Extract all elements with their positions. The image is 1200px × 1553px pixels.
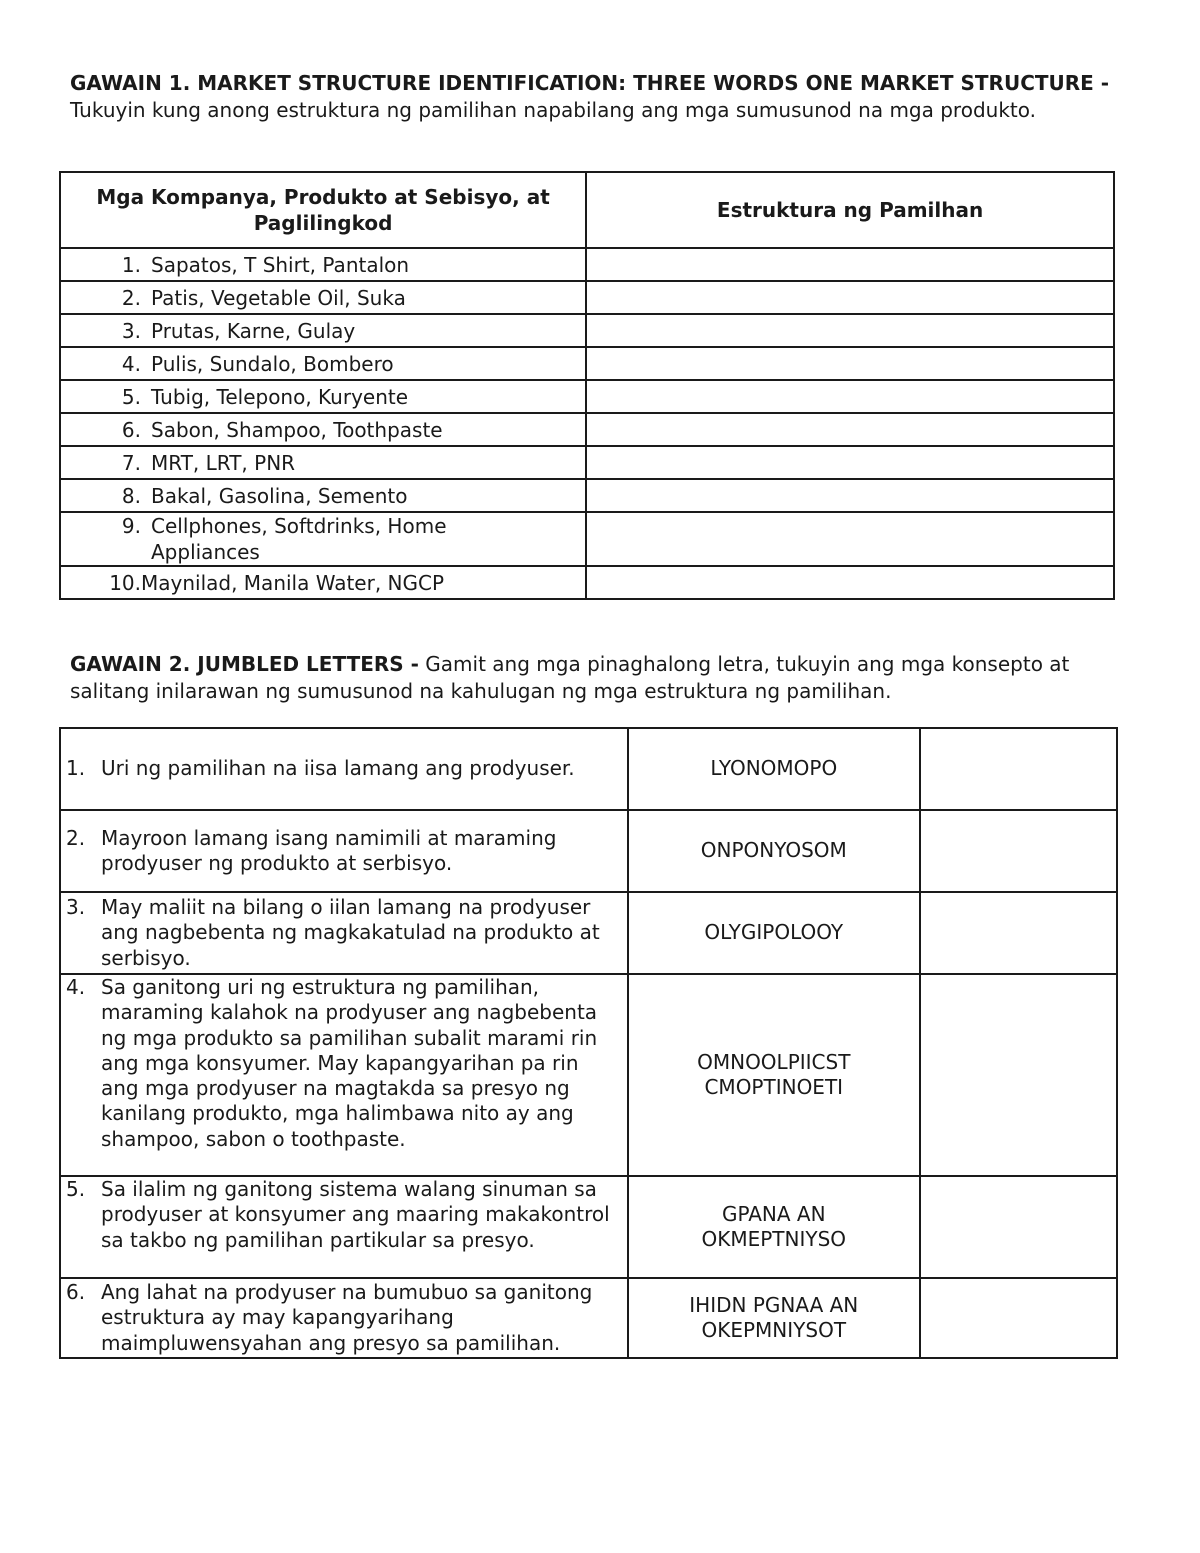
jumbled-word-cell: IHIDN PGNAA AN OKEPMNIYSOT xyxy=(628,1278,920,1358)
table-row xyxy=(60,1278,1117,1358)
table-row xyxy=(60,347,1114,380)
table-row xyxy=(60,314,1114,347)
gawain1-instruction: Tukuyin kung anong estruktura ng pamilihan napabilang ang mga sumusunod na mga produkto. xyxy=(70,98,1036,122)
answer-cell[interactable] xyxy=(586,314,1114,347)
row-number: 6. xyxy=(66,1280,86,1304)
answer-cell[interactable] xyxy=(586,512,1114,566)
table-row xyxy=(60,479,1114,512)
table-row xyxy=(60,1176,1117,1278)
definition-cell: Sa ganitong uri ng estruktura ng pamilihan, maraming kalahok na prodyuser ang nagbebenta ng mga produkto sa pamilihan subalit marami rin ang mga konsyumer. May kapangyarihan pa rin ang mga prodyuser na magtakda sa presyo ng kanilang produkto, mga halimbawa nito ay ang shampoo, sabon o toothpaste. xyxy=(101,975,598,1151)
table-row xyxy=(60,566,1114,599)
answer-cell[interactable] xyxy=(920,728,1117,810)
column-header-market-structure: Estruktura ng Pamilhan xyxy=(586,172,1114,248)
jumbled-word-cell: OMNOOLPIICST CMOPTINOETI xyxy=(628,974,920,1176)
answer-cell[interactable] xyxy=(586,413,1114,446)
answer-cell[interactable] xyxy=(920,892,1117,974)
gawain2-heading xyxy=(70,651,1150,705)
gawain1-heading xyxy=(70,70,1130,124)
row-number: 4. xyxy=(66,975,86,999)
table-row xyxy=(60,248,1114,281)
definition-cell: Mayroon lamang isang namimili at maraming prodyuser ng produkto at serbisyo. xyxy=(101,825,557,875)
row-number: 5. xyxy=(121,384,141,409)
row-number: 7. xyxy=(121,450,141,475)
answer-cell[interactable] xyxy=(920,974,1117,1176)
product-cell: Patis, Vegetable Oil, Suka xyxy=(151,285,406,310)
product-cell: Tubig, Telepono, Kuryente xyxy=(151,384,409,409)
product-cell: Cellphones, Softdrinks, Home Appliances xyxy=(151,514,447,564)
table-row xyxy=(60,810,1117,892)
table-row xyxy=(60,974,1117,1176)
row-number: 9. xyxy=(121,514,141,538)
gawain2-instruction: Gamit ang mga pinaghalong letra, tukuyin ang mga konsepto at salitang inilarawan ng sumusunod na kahulugan ng mga estruktura ng pamilihan. xyxy=(70,652,1070,703)
row-number: 3. xyxy=(121,318,141,343)
answer-cell[interactable] xyxy=(586,566,1114,599)
answer-cell[interactable] xyxy=(920,1176,1117,1278)
product-cell: Maynilad, Manila Water, NGCP xyxy=(141,570,445,595)
row-number: 2. xyxy=(66,825,86,850)
answer-cell[interactable] xyxy=(586,479,1114,512)
answer-cell[interactable] xyxy=(586,281,1114,314)
row-number: 1. xyxy=(121,252,141,277)
table-row xyxy=(60,446,1114,479)
jumbled-word-cell: LYONOMOPO xyxy=(628,728,920,810)
definition-cell: Sa ilalim ng ganitong sistema walang sinuman sa prodyuser at konsyumer ang maaring makakontrol sa takbo ng pamilihan partikular sa presyo. xyxy=(101,1177,610,1252)
row-number: 1. xyxy=(66,756,86,781)
answer-cell[interactable] xyxy=(586,380,1114,413)
row-number: 6. xyxy=(121,417,141,442)
row-number: 8. xyxy=(121,483,141,508)
jumbled-letters-table xyxy=(59,727,1118,1359)
answer-cell[interactable] xyxy=(920,1278,1117,1358)
table-row xyxy=(60,892,1117,974)
definition-cell: Uri ng pamilihan na iisa lamang ang prodyuser. xyxy=(101,756,575,781)
table-row xyxy=(60,512,1114,566)
table-row xyxy=(60,281,1114,314)
product-cell: Sabon, Shampoo, Toothpaste xyxy=(151,417,443,442)
definition-cell: Ang lahat na prodyuser na bumubuo sa ganitong estruktura ay may kapangyarihang maimpluwensyahan ang presyo sa pamilihan. xyxy=(101,1280,593,1355)
answer-cell[interactable] xyxy=(920,810,1117,892)
row-number: 2. xyxy=(121,285,141,310)
product-cell: Sapatos, T Shirt, Pantalon xyxy=(151,252,410,277)
gawain1-title: GAWAIN 1. MARKET STRUCTURE IDENTIFICATION: THREE WORDS ONE MARKET STRUCTURE - xyxy=(70,71,1110,95)
jumbled-word-cell: ONPONYOSOM xyxy=(628,810,920,892)
gawain2-title: GAWAIN 2. JUMBLED LETTERS - xyxy=(70,652,419,676)
product-cell: Prutas, Karne, Gulay xyxy=(151,318,356,343)
table-header-row xyxy=(60,172,1114,248)
definition-cell: May maliit na bilang o iilan lamang na prodyuser ang nagbebenta ng magkakatulad na produkto at serbisyo. xyxy=(101,895,600,970)
row-number: 5. xyxy=(66,1177,86,1201)
product-cell: Bakal, Gasolina, Semento xyxy=(151,483,408,508)
jumbled-word-cell: GPANA AN OKMEPTNIYSO xyxy=(628,1176,920,1278)
row-number: 3. xyxy=(66,895,86,919)
row-number: 10. xyxy=(109,570,141,595)
column-header-products: Mga Kompanya, Produkto at Sebisyo, at Paglilingkod xyxy=(60,172,586,248)
answer-cell[interactable] xyxy=(586,347,1114,380)
jumbled-word-cell: OLYGIPOLOOY xyxy=(628,892,920,974)
product-cell: Pulis, Sundalo, Bombero xyxy=(151,351,394,376)
table-row xyxy=(60,380,1114,413)
product-cell: MRT, LRT, PNR xyxy=(151,450,296,475)
row-number: 4. xyxy=(121,351,141,376)
table-row xyxy=(60,728,1117,810)
market-structure-table xyxy=(59,171,1115,600)
answer-cell[interactable] xyxy=(586,248,1114,281)
answer-cell[interactable] xyxy=(586,446,1114,479)
table-row xyxy=(60,413,1114,446)
